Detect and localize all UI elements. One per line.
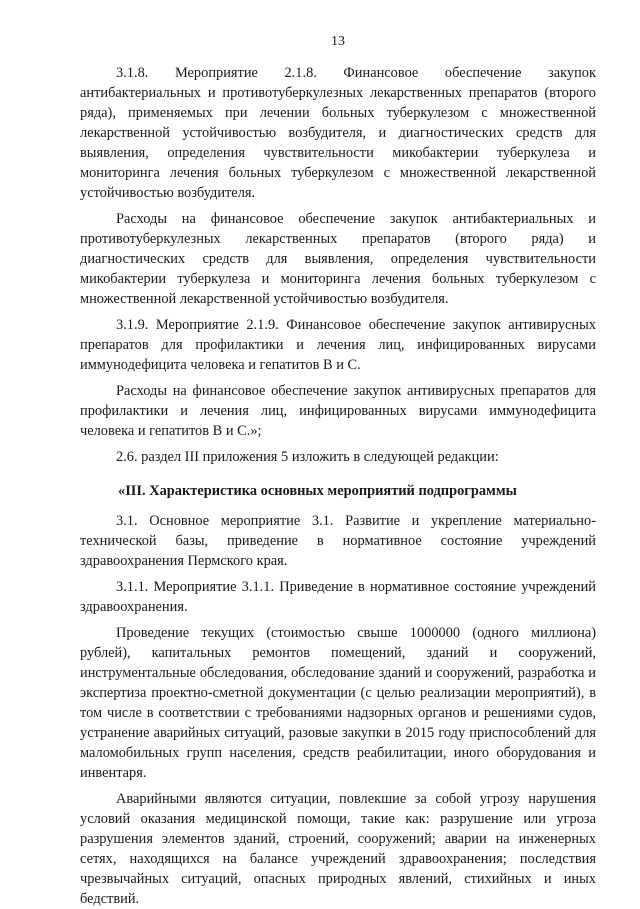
paragraph-emergencies: Аварийными являются ситуации, повлекшие за собой угрозу нарушения условий оказания медицинской помощи, такие как: разрушение или угроза разрушения элементов зданий, строений, сооружений; аварии на инженерных сетях, находящихся на балансе учреждений здравоохранения; последствия чрезвычайных ситуаций, опасных природных явлений, стихийных и иных бедствий. bbox=[80, 791, 596, 907]
paragraph-3-1-9: 3.1.9. Мероприятие 2.1.9. Финансовое обеспечение закупок антивирусных препаратов для профилактики и лечения лиц, инфицированных вирусами иммунодефицита человека и гепатитов В и С. bbox=[80, 317, 596, 373]
paragraph-3-1-8: 3.1.8. Мероприятие 2.1.8. Финансовое обеспечение закупок антибактериальных и противотуберкулезных лекарственных препаратов (второго ряда), применяемых при лечении больных туберкулезом с множественной лекарственной устойчивостью возбудителя, и диагностических средств для выявления, определения чувствительности микобактерии туберкулеза и мониторинга лечения больных туберкулезом с множественной лекарственной устойчивостью возбудителя. bbox=[80, 65, 596, 201]
paragraph-2-6: 2.6. раздел III приложения 5 изложить в следующей редакции: bbox=[116, 449, 499, 465]
paragraph-expenses-2-1-9: Расходы на финансовое обеспечение закупок антивирусных препаратов для профилактики и лечения лиц, инфицированных вирусами иммунодефицита человека и гепатитов В и С.»; bbox=[80, 383, 596, 439]
paragraph-repairs: Проведение текущих (стоимостью свыше 1000000 (одного миллиона) рублей), капитальных ремонтов помещений, зданий и сооружений, инструментальные обследования, обследование зданий и сооружений, разработка и экспертиза проектно-сметной документации (с целью реализации мероприятий), в том числе в соответствии с требованиями надзорных органов и решениями судов, устранение аварийных ситуаций, разовые закупки в 2015 году приспособлений для маломобильных групп населения, средств реабилитации, иного оборудования и инвентаря. bbox=[80, 625, 596, 781]
paragraph-3-1-1: 3.1.1. Мероприятие 3.1.1. Приведение в нормативное состояние учреждений здравоохранения. bbox=[80, 579, 596, 615]
paragraph-3-1: 3.1. Основное мероприятие 3.1. Развитие и укрепление материально-технической базы, приведение в нормативное состояние учреждений здравоохранения Пермского края. bbox=[80, 513, 596, 569]
page-number: 13 bbox=[331, 34, 345, 49]
paragraph-expenses-2-1-8: Расходы на финансовое обеспечение закупок антибактериальных и противотуберкулезных лекарственных препаратов (второго ряда) и диагностических средств для выявления, определения чувствительности микобактерии туберкулеза и мониторинга лечения больных туберкулезом с множественной лекарственной устойчивостью возбудителя. bbox=[80, 211, 596, 307]
section-heading: «III. Характеристика основных мероприятий подпрограммы bbox=[118, 483, 517, 499]
document-body bbox=[80, 63, 596, 909]
